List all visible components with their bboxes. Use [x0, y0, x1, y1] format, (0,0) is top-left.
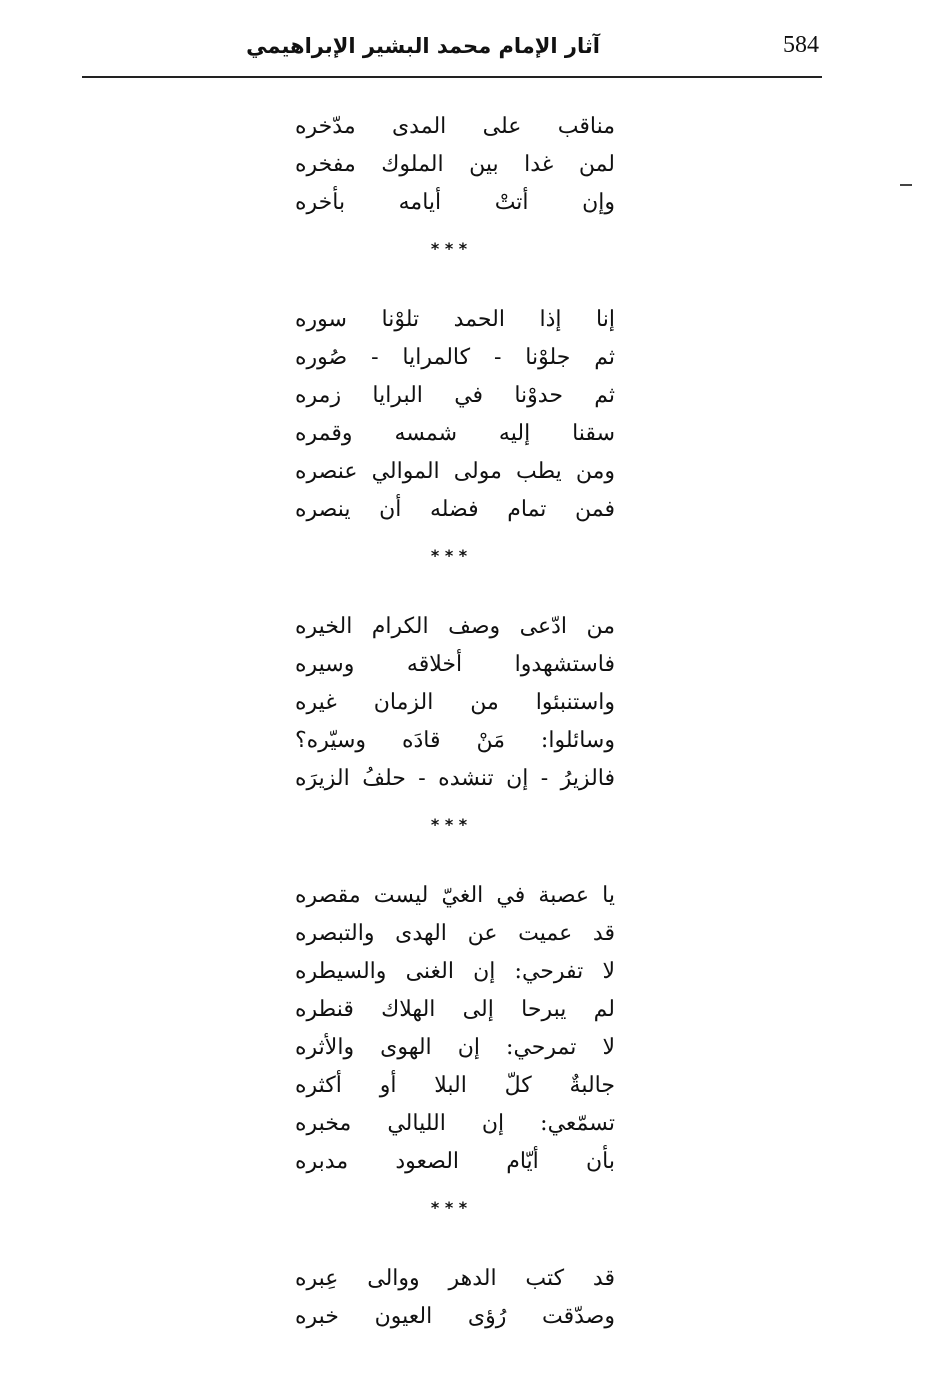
- verse: بأن أيّام الصعود مدبره: [295, 1149, 615, 1174]
- verse: وسائلوا: مَنْ قادَه وسيّره؟: [295, 728, 615, 753]
- running-title: آثار الإمام محمد البشير الإبراهيمي: [246, 34, 600, 58]
- stanza-3: [295, 608, 615, 798]
- stanza-separator: * * *: [430, 546, 468, 565]
- margin-mark: [900, 184, 912, 186]
- page-header: [0, 0, 947, 80]
- verse: وإن أتتْ أيامه بأخره: [295, 190, 615, 215]
- page-number: 584: [783, 32, 819, 58]
- verse: لا تفرحي: إن الغنى والسيطره: [295, 959, 615, 984]
- verse: وصدّقت رُؤى العيون خبره: [295, 1304, 615, 1329]
- verse: قد كتب الدهر ووالى عِبره: [295, 1266, 615, 1291]
- verse: ثم حدوْنا في البرايا زمره: [295, 383, 615, 408]
- verse: واستنبئوا من الزمان غيره: [295, 690, 615, 715]
- stanza-5: [295, 1260, 615, 1336]
- header-rule: [82, 76, 822, 78]
- verse: من ادّعى وصف الكرام الخيره: [295, 614, 615, 639]
- verse: يا عصبة في الغيّ ليست مقصره: [295, 883, 615, 908]
- verse: لا تمرحي: إن الهوى والأثره: [295, 1035, 615, 1060]
- verse: سقنا إليه شمسه وقمره: [295, 421, 615, 446]
- poem: [295, 108, 615, 1336]
- stanza-separator: * * *: [430, 1198, 468, 1217]
- verse: لم يبرحا إلى الهلاك قنطره: [295, 997, 615, 1022]
- verse: تسمّعي: إن الليالي مخبره: [295, 1111, 615, 1136]
- verse: مناقب على المدى مدّخره: [295, 114, 615, 139]
- verse: لمن غدا بين الملوك مفخره: [295, 152, 615, 177]
- verse: فمن تمام فضله أن ينصره: [295, 497, 615, 522]
- verse: ومن يطب مولى الموالي عنصره: [295, 459, 615, 484]
- verse: ثم جلوْنا - كالمرايا - صُوره: [295, 345, 615, 370]
- stanza-1: [295, 108, 615, 222]
- stanza-2: [295, 301, 615, 529]
- verse: إنا إذا الحمد تلوْنا سوره: [295, 307, 615, 332]
- verse: جالبةٌ كلّ البلا أو أكثره: [295, 1073, 615, 1098]
- stanza-4: [295, 877, 615, 1181]
- stanza-separator: * * *: [430, 239, 468, 258]
- verse: فالزيرُ - إن تنشده - حلفُ الزيرَه: [295, 766, 615, 791]
- verse: قد عميت عن الهدى والتبصره: [295, 921, 615, 946]
- verse: فاستشهدوا أخلاقه وسيره: [295, 652, 615, 677]
- stanza-separator: * * *: [430, 815, 468, 834]
